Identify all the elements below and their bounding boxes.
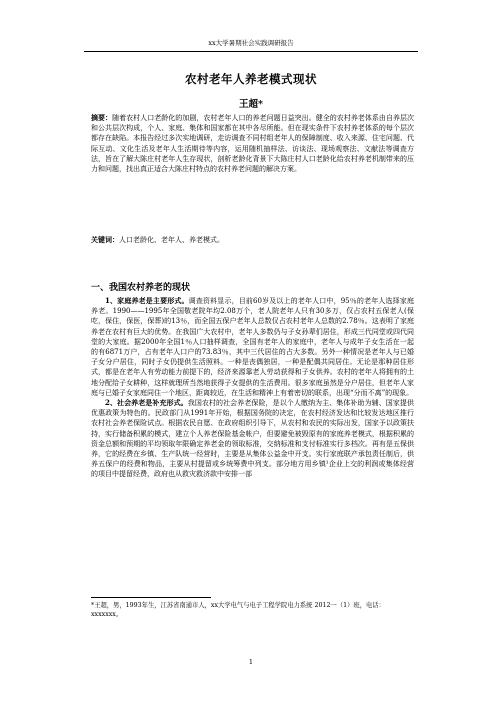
author-name: 王超* xyxy=(239,99,263,110)
report-title: 农村老年人养老模式现状 xyxy=(185,72,317,86)
paragraph-text: 我国农村的社会养老保险，是以个人缴纳为主、集体补助为辅、国家提供优惠政策为特色的。民政部门从1991年开始，根据国务院的决定，在农村经济发达和比较发达地区推行农村社会养老保险试点。根据农民自愿、在政府组织引导下，从农村和农民的实际出发，国家予以政策扶持，实行储备积累的模式，建立个人养老保险基金帐户，但要避免被毁原有的家庭养老模式，根据积累的资金总额和预期的平均领取年限确定养老金的领取标准，交纳标准和支付标准实行多档次。再有是五保供养，它的经费在乡镇、生产队统一经营时，主要是从集体公益金中开支。实行家庭联产承包责任制后，供养五保户的经费和物品，主要从村提留或乡统筹费中列支。部分地方用乡镇¹企业上交的利润或集体经营的项目中提留经费，政府也从救灾救济款中安排一部 xyxy=(91,399,415,479)
keywords-text: 人口老龄化、老年人、养老模式。 xyxy=(119,236,224,244)
keywords xyxy=(91,235,414,245)
paragraph-heading: 2、社会养老是补充形式。 xyxy=(105,398,188,408)
abstract xyxy=(91,113,414,174)
paragraph-text: 调查资料显示，目前60岁及以上的老年人口中，95％的老年人选择家庭养老。1990——1995年全国敬老院年均2.08万个，老人院老年人只有30多万，仅占农村五保老人(保吃，保住，保医，保葬)的13％，而全国五保户老年人总数仅占农村老年人总数的2.78％。这表明了家庭养老在农村有巨大的优势。在我国广大农村中，老年人多数仍与子女孙辈们居住，形成三代同堂或四代同堂的大家庭。据2000年全国1％人口抽样调查，全国有老年人的家庭中，老年人与成年子女生活在一起的有6871万户，占有老年人口户的73.83％，其中三代居住的占大多数。另外一种情况是老年人与已婚子女分户居住，同时子女仍提供生活照料。一种是丧偶独居，一种是配偶共同居住。无论是那种居住形式，都是在老年人有劳动能力前提下的，经济来源靠老人劳动获得和子女供养。农村的老年人将拥有的土地分配给子女耕种，这样就理所当然地获得子女提供的生活费用。很多家庭虽然是分户居住，但老年人家庭与已婚子女家庭同住一个地区，距离较近，在生活和精神上有着密切的联系，出现“分而不离”的现象。 xyxy=(91,297,414,397)
section-heading: 一、我国农村养老的现状 xyxy=(91,283,191,293)
section-body xyxy=(91,296,414,480)
header-rule xyxy=(84,51,418,52)
footnote: *王超，男，1993年生，江苏省南通市人，xx大学电气与电子工程学院电力系统 2012一（1）班，电话：xxxxxxx。 xyxy=(91,602,385,618)
paragraph-family-care xyxy=(91,296,414,398)
page-number: 1 xyxy=(248,658,254,666)
footnote-rule xyxy=(91,597,211,598)
running-header: xx大学暑期社会实践调研报告 xyxy=(208,39,294,47)
abstract-text: 随着农村人口老龄化的加剧，农村老年人口的养老问题日益突出。健全的农村养老体系由自养层次和公共层次构成，个人、家庭、集体和国家都在其中各尽所能。但在现实条件下农村养老体系的每个层次都存在缺陷。本报告经过多次实地调研，走访调查不同村组老年人的保障制度、收入来源、住宅问题、代际互动、文化生活及老年人生活期待等内容，运用随机抽样法、访谈法、现场观察法、文献法等调查方法，旨在了解大陈庄村老年人生存现状，剖析老龄化背景下大陈庄村人口老龄化给农村养老机制带来的压力和问题，找出真正适合大陈庄村特点的农村养老问题的解决方案。 xyxy=(91,114,415,174)
paragraph-heading: 1、家庭养老是主要形式。 xyxy=(105,296,189,305)
paragraph-social-care xyxy=(91,398,414,480)
keywords-label: 关键词： xyxy=(91,235,119,244)
abstract-label: 摘要： xyxy=(91,113,113,122)
